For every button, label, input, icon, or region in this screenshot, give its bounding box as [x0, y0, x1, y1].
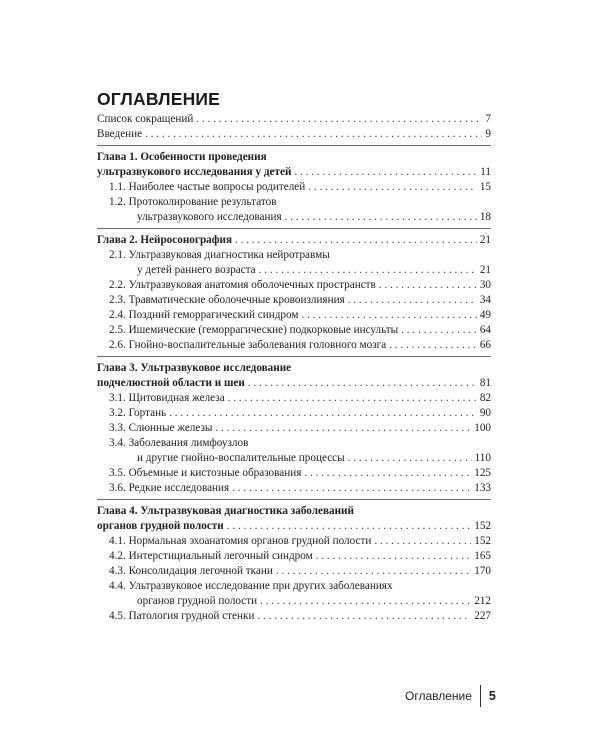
toc-section-page: 125	[474, 467, 491, 479]
toc-section-page: 152	[474, 535, 491, 547]
leader-dots	[235, 233, 477, 248]
leader-dots	[228, 391, 477, 406]
leader-dots	[401, 323, 477, 338]
leader-dots	[145, 127, 482, 142]
toc-section[interactable]	[97, 609, 491, 624]
toc-entry[interactable]	[97, 112, 491, 127]
toc-section[interactable]	[97, 308, 491, 323]
leader-dots	[169, 406, 477, 421]
toc-section-page: 30	[479, 279, 491, 291]
toc-chapter-title-line: Глава 1. Особенности проведения	[97, 151, 267, 163]
toc-section[interactable]	[97, 195, 491, 225]
toc-section-page: 227	[474, 610, 491, 622]
leader-dots	[348, 293, 477, 308]
page-title: ОГЛАВЛЕНИЕ	[97, 89, 221, 109]
toc-chapter-title: Глава 2. Нейросонография	[97, 234, 233, 246]
toc-section-number: 3.3.	[109, 422, 126, 434]
toc-section-title: Объемные и кистозные образования	[128, 467, 302, 479]
toc-section-number: 1.2.	[109, 196, 126, 208]
toc-chapter[interactable]	[97, 233, 491, 248]
toc-section[interactable]	[97, 481, 491, 496]
toc-section-title: Интерстициальный легочный синдром	[128, 550, 313, 562]
toc-section-page: 165	[474, 550, 491, 562]
toc-section-page: 212	[474, 595, 491, 607]
toc-section-page: 110	[474, 452, 491, 464]
toc-section-title-line: Ультразвуковое исследование при других заболеваниях	[128, 580, 393, 592]
toc-section-title: и другие гнойно-воспалительные процессы	[137, 452, 345, 464]
toc-section[interactable]	[97, 436, 491, 466]
toc-section-page: 133	[474, 482, 491, 494]
toc-section-title: Слюнные железы	[128, 422, 213, 434]
toc-section-page: 64	[479, 324, 491, 336]
toc-section[interactable]	[97, 338, 491, 353]
leader-dots	[379, 278, 477, 293]
toc-section-title-line: Заболевания лимфоузлов	[128, 437, 249, 449]
leader-dots	[259, 263, 477, 278]
toc-section-page: 49	[479, 309, 491, 321]
leader-dots	[257, 609, 471, 624]
leader-dots	[304, 466, 471, 481]
toc-section-title: Консолидация легочной ткани	[128, 565, 273, 577]
toc-section-title: Наиболее частые вопросы родителей	[128, 181, 306, 193]
toc-section-page: 15	[479, 181, 491, 193]
toc-section[interactable]	[97, 421, 491, 436]
leader-dots	[215, 421, 471, 436]
toc-chapter-title: подчелюстной области и шеи	[97, 377, 245, 389]
toc-section-title-line: Ультразвуковая диагностика нейротравмы	[128, 249, 330, 261]
toc-section-page: 34	[479, 294, 491, 306]
toc-entry-label: Введение	[97, 128, 143, 140]
toc-section-number: 2.4.	[109, 309, 126, 321]
toc-section-title: Нормальная эхоанатомия органов грудной полости	[128, 535, 372, 547]
toc-entry-page: 7	[485, 113, 491, 125]
toc-section-number: 3.5.	[109, 467, 126, 479]
toc-section-page: 90	[479, 407, 491, 419]
leader-dots	[301, 308, 476, 323]
toc-section-title: органов грудной полости	[137, 595, 258, 607]
leader-dots	[348, 451, 472, 466]
toc-section-page: 21	[479, 264, 491, 276]
toc-chapter[interactable]	[97, 150, 491, 180]
toc-section[interactable]	[97, 323, 491, 338]
toc-section-title: Редкие исследования	[128, 482, 230, 494]
toc-section-number: 2.3.	[109, 294, 126, 306]
chapter-divider	[97, 228, 491, 229]
toc-section-title: у детей раннего возраста	[137, 264, 256, 276]
footer-divider	[480, 685, 481, 707]
toc-chapter-page: 81	[479, 377, 491, 389]
leader-dots	[196, 112, 482, 127]
toc-section-number: 4.1.	[109, 535, 126, 547]
toc-chapter[interactable]	[97, 361, 491, 391]
running-footer	[405, 687, 496, 705]
toc-section-title: Ишемические (геморрагические) подкорковые инсульты	[128, 324, 399, 336]
toc-section[interactable]	[97, 534, 491, 549]
toc-section-title-line: Протоколирование результатов	[128, 196, 277, 208]
leader-dots	[260, 594, 471, 609]
toc-section-number: 1.1.	[109, 181, 126, 193]
toc-entry[interactable]	[97, 127, 491, 142]
leader-dots	[232, 481, 471, 496]
leader-dots	[248, 376, 477, 391]
toc-chapter-title: органов грудной полости	[97, 520, 224, 532]
toc-section-number: 2.1.	[109, 249, 126, 261]
toc-section-title: Поздний геморрагический синдром	[128, 309, 299, 321]
toc-section-number: 3.2.	[109, 407, 126, 419]
toc-chapter-title: ультразвукового исследования у детей	[97, 166, 292, 178]
toc-section[interactable]	[97, 466, 491, 481]
toc-section-title: Гортань	[128, 407, 167, 419]
leader-dots	[308, 180, 477, 195]
toc-section-number: 4.4.	[109, 580, 126, 592]
toc-section-page: 170	[474, 565, 491, 577]
footer-page-number: 5	[488, 689, 496, 703]
toc-section-title: ультразвукового исследования	[137, 211, 282, 223]
toc-section-title: Патология грудной стенки	[128, 610, 255, 622]
chapter-divider	[97, 145, 491, 146]
leader-dots	[389, 338, 477, 353]
toc-section[interactable]	[97, 278, 491, 293]
toc-section-page: 100	[474, 422, 491, 434]
toc-section-number: 4.5.	[109, 610, 126, 622]
toc-section[interactable]	[97, 564, 491, 579]
toc-section[interactable]	[97, 248, 491, 278]
toc-section-number: 4.2.	[109, 550, 126, 562]
toc-section-number: 3.4.	[109, 437, 126, 449]
toc-section[interactable]	[97, 293, 491, 308]
leader-dots	[294, 165, 477, 180]
toc-section-title: Травматические оболочечные кровоизлияния	[128, 294, 345, 306]
toc-section-number: 4.3.	[109, 565, 126, 577]
toc-section-title: Щитовидная железа	[128, 392, 225, 404]
toc-section-number: 3.6.	[109, 482, 126, 494]
toc-chapter-page: 152	[474, 520, 491, 532]
toc-chapter-page: 21	[479, 234, 491, 246]
leader-dots	[285, 210, 477, 225]
toc-section-number: 3.1.	[109, 392, 126, 404]
toc-entry-page: 9	[485, 128, 491, 140]
leader-dots	[374, 534, 471, 549]
toc-entry-label: Список сокращений	[97, 113, 194, 125]
leader-dots	[227, 519, 471, 534]
toc-section-page: 66	[479, 339, 491, 351]
leader-dots	[276, 564, 471, 579]
toc-chapter[interactable]	[97, 504, 491, 534]
toc-section-title: Гнойно-воспалительные заболевания головного мозга	[128, 339, 387, 351]
toc-section[interactable]	[97, 549, 491, 564]
leader-dots	[316, 549, 472, 564]
toc-section[interactable]	[97, 406, 491, 421]
table-of-contents	[97, 112, 491, 624]
toc-chapter-title-line: Глава 4. Ультразвуковая диагностика заболеваний	[97, 505, 354, 517]
chapter-divider	[97, 499, 491, 500]
toc-section-page: 82	[479, 392, 491, 404]
chapters-list	[97, 145, 491, 624]
toc-section[interactable]	[97, 391, 491, 406]
toc-section-number: 2.2.	[109, 279, 126, 291]
footer-section-label: Оглавление	[405, 689, 472, 703]
chapter-divider	[97, 356, 491, 357]
toc-chapter-title-line: Глава 3. Ультразвуковое исследование	[97, 362, 292, 374]
toc-section-page: 18	[479, 211, 491, 223]
toc-section[interactable]	[97, 579, 491, 609]
toc-section-number: 2.5.	[109, 324, 126, 336]
toc-section-number: 2.6.	[109, 339, 126, 351]
toc-section[interactable]	[97, 180, 491, 195]
toc-section-title: Ультразвуковая анатомия оболочечных пространств	[128, 279, 376, 291]
toc-chapter-page: 11	[480, 166, 491, 178]
